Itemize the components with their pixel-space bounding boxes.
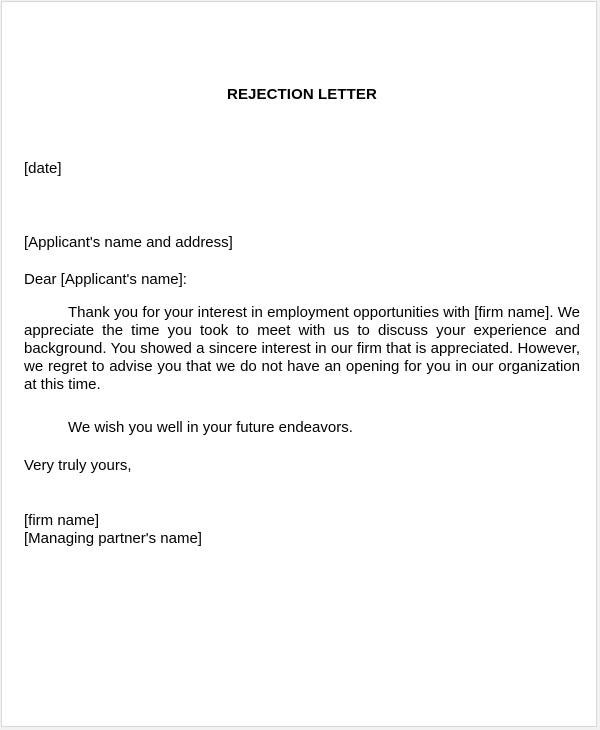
signature-partner-name: [Managing partner's name] [24,530,202,547]
date-placeholder: [date] [24,160,62,177]
signature-firm-name: [firm name] [24,512,100,529]
body-paragraph: Thank you for your interest in employment opportunities with [firm name]. We appreciate the time you took to meet with us to discuss your experience and background. You showed a sincere interest in our firm that is appreciated. However, we regret to advise you that we do not have an opening for you in our organization at this time. [24,304,580,393]
recipient-placeholder: [Applicant's name and address] [24,234,233,251]
document-page [1,1,597,727]
salutation: Dear [Applicant's name]: [24,271,187,288]
letter-title: REJECTION LETTER [227,86,377,103]
closing-paragraph: We wish you well in your future endeavors. [68,419,353,436]
complimentary-close: Very truly yours, [24,457,132,474]
